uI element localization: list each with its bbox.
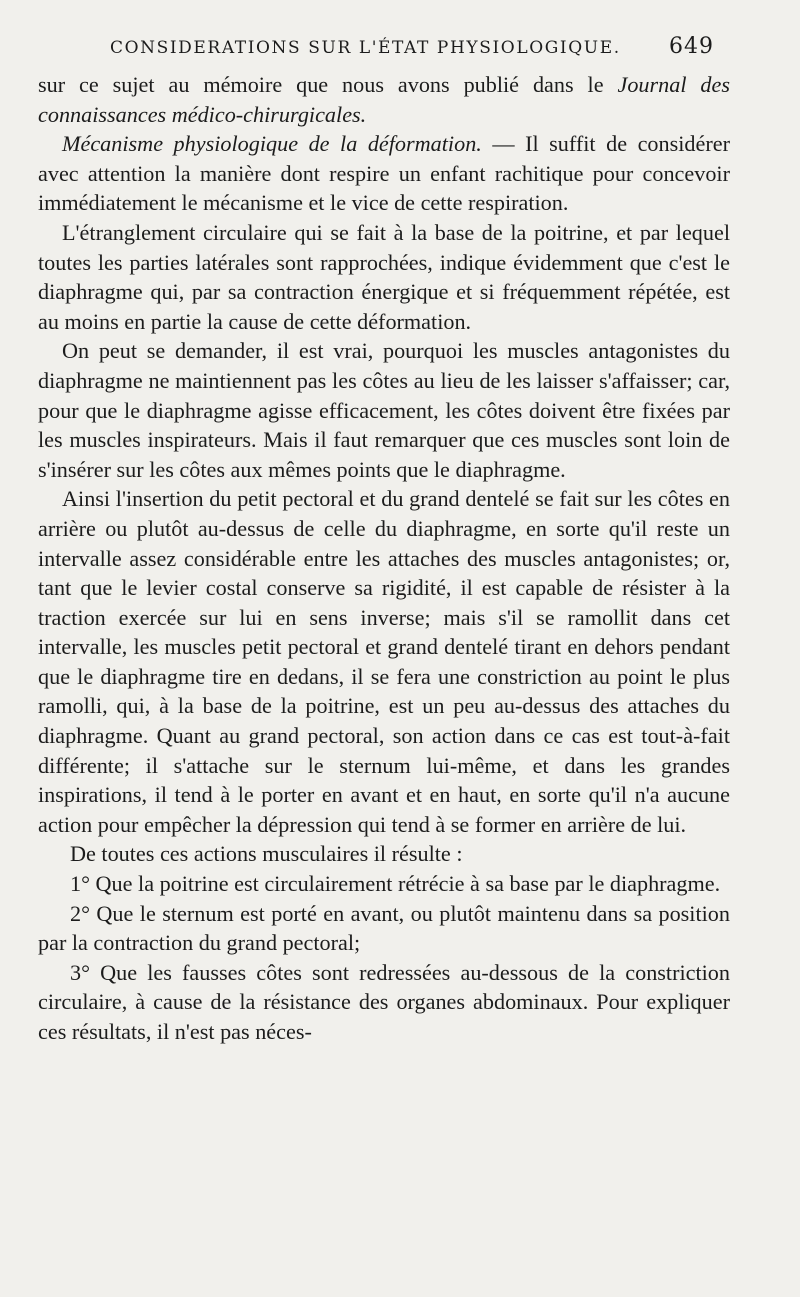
paragraph-continuation — [38, 70, 730, 129]
page-header — [110, 34, 714, 64]
paragraph: Ainsi l'insertion du petit pectoral et du grand dentelé se fait sur les côtes en arrière ou plutôt au-dessus de celle du diaphragme, en sorte qu'il reste un intervalle assez considérable entre les attaches des muscles antagonistes; or, tant que le levier costal conserve sa rigidité, il est capable de résister à la traction exercée sur lui en sens inverse; mais s'il se ramollit dans cet intervalle, les muscles petit pectoral et grand dentelé tirant en dehors pendant que le diaphragme tire en dedans, il se fera une constriction au point le plus ramolli, qui, à la base de la poitrine, est un peu au-dessus des attaches du diaphragme. Quant au grand pectoral, son action dans ce cas est tout-à-fait différente; il s'attache sur le sternum lui-même, et dans les grandes inspirations, il tend à le porter en avant et en haut, en sorte qu'il n'a aucune action pour empêcher la dépression qui tend à se former en arrière de lui. — [38, 486, 730, 837]
section-title: Mécanisme physiologique de la déformation. — [62, 131, 482, 157]
list-item: 1° Que la poitrine est circulairement rétrécie à sa base par le diaphragme. — [70, 871, 721, 897]
paragraph-text: — Il suffit de considérer avec attention la manière dont respire un enfant rachitique pour concevoir immédiatement le mécanisme et le vice de cette respiration. — [38, 131, 730, 216]
page-number: 649 — [669, 34, 714, 59]
list-item: 2° Que le sternum est porté en avant, ou plutôt maintenu dans sa position par la contraction du grand pectoral; — [38, 900, 730, 956]
paragraph: On peut se demander, il est vrai, pourquoi les muscles antagonistes du diaphragme ne maintiennent pas les côtes au lieu de les laisser s'affaisser; car, pour que le diaphragme agisse efficacement, les côtes doivent être fixées par les muscles inspirateurs. Mais il faut remarquer que ces muscles sont loin de s'insérer sur les côtes aux mêmes points que le diaphragme. — [38, 338, 730, 482]
journal-title: Journal des connaissances médico-chirurgicales. — [38, 72, 731, 127]
body-text — [38, 70, 730, 1047]
paragraph — [38, 129, 730, 218]
paragraph: L'étranglement circulaire qui se fait à la base de la poitrine, et par lequel toutes les parties latérales sont rapprochées, indique évidemment que c'est le diaphragme qui, par sa contraction énergique et si fréquemment répétée, est au moins en partie la cause de cette déformation. — [38, 219, 730, 334]
paragraph: De toutes ces actions musculaires il résulte : — [70, 841, 463, 867]
paragraph-text: sur ce sujet au mémoire que nous avons publié dans le — [38, 72, 618, 97]
running-head: CONSIDERATIONS SUR L'ÉTAT PHYSIOLOGIQUE. — [110, 38, 621, 58]
list-item: 3° Que les fausses côtes sont redressées au-dessous de la constriction circulaire, à cause de la résistance des organes abdominaux. Pour expliquer ces résultats, il n'est pas néces- — [38, 959, 730, 1044]
